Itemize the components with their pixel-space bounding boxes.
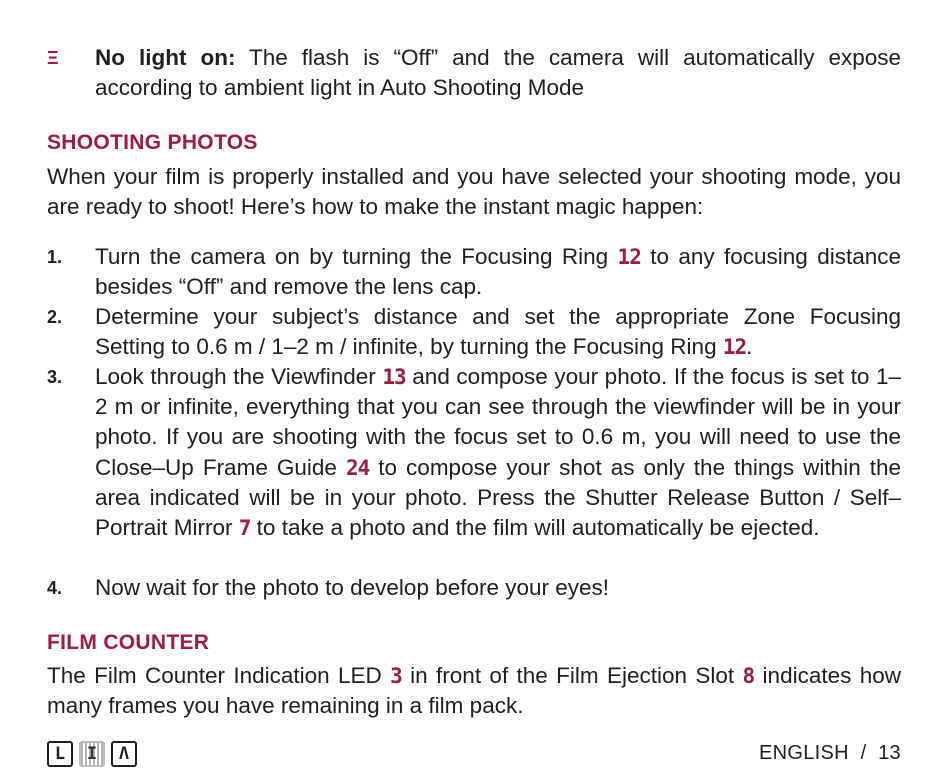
shooting-photos-heading: SHOOTING PHOTOS (47, 131, 258, 154)
step-4 (47, 573, 901, 603)
part-ref-focusing-ring: 12 (617, 245, 641, 269)
lomo-hatched-i-icon: I (79, 741, 105, 767)
part-ref-film-counter-led: 3 (390, 664, 402, 688)
step-3 (47, 362, 901, 543)
no-light-description: The flash is “Off” and the camera will automatically expose according to ambient light in Auto Shooting Mode (95, 45, 901, 101)
step-1 (47, 242, 901, 302)
part-ref-close-up-frame-guide: 24 (345, 455, 370, 480)
film-counter-heading: FILM COUNTER (47, 631, 210, 654)
shooting-intro-paragraph: When your film is properly installed and you have selected your shooting mode, you are ready to shoot! Here’s how to make the instant magic happen: (47, 164, 901, 220)
step-number: 2. (47, 307, 63, 327)
step-text: to compose your shot as only the things within the area indicated will be in your photo. Press the Shutter Release Button / Self–Portrait Mirror (95, 454, 902, 541)
step-1-text (95, 242, 901, 302)
film-counter-paragraph (47, 661, 901, 721)
part-ref-viewfinder: 13 (382, 365, 406, 389)
no-light-text (95, 43, 901, 103)
page-label-text: ENGLISH / 13 (758, 742, 901, 764)
step-text: and compose your photo. If the focus is set to 1–2 m or infinite, everything that you can see through the viewfinder will be in your photo. If you are shooting with the focus set to 0.6 m, you will need to use the Close–Up Frame Guide (95, 364, 902, 480)
step-text: Now wait for the photo to develop before your eyes! (95, 575, 610, 600)
lomo-l-icon: L (47, 741, 73, 767)
paragraph-text: indicates how many frames you have remaining in a film pack. (47, 663, 901, 719)
step-text: . (746, 334, 753, 360)
step-number: 4. (47, 578, 63, 598)
step-number: 1. (47, 247, 63, 267)
step-4-text (95, 573, 901, 603)
no-light-bullet (47, 43, 901, 103)
bullet-marker: Ξ (47, 48, 59, 68)
page-number-label (759, 742, 901, 765)
step-text: to any focusing distance besides “Off” and remove the lens cap. (95, 244, 901, 300)
step-2 (47, 302, 901, 362)
no-light-lead: No light on: (95, 45, 236, 70)
part-ref-shutter-release: 7 (238, 516, 251, 541)
step-text: Determine your subject’s distance and set the appropriate Zone Focusing Setting to 0.6 m / 1–2 m / infinite, by turning the Focusing Ring (95, 304, 901, 360)
step-text: Look through the Viewfinder (95, 364, 383, 389)
step-3-text (95, 362, 901, 543)
step-text: Turn the camera on by turning the Focusing Ring (95, 244, 618, 269)
paragraph-text: in front of the Film Ejection Slot (401, 663, 743, 688)
lomo-lambda-icon: Λ (111, 741, 137, 767)
part-ref-focusing-ring: 12 (722, 335, 747, 360)
paragraph-text: The Film Counter Indication LED (47, 663, 391, 688)
step-number: 3. (47, 367, 63, 387)
step-2-text (95, 302, 901, 362)
step-text: to take a photo and the film will automatically be ejected. (250, 515, 820, 541)
part-ref-film-ejection-slot: 8 (742, 664, 755, 688)
footer-logo-icons (47, 741, 137, 767)
